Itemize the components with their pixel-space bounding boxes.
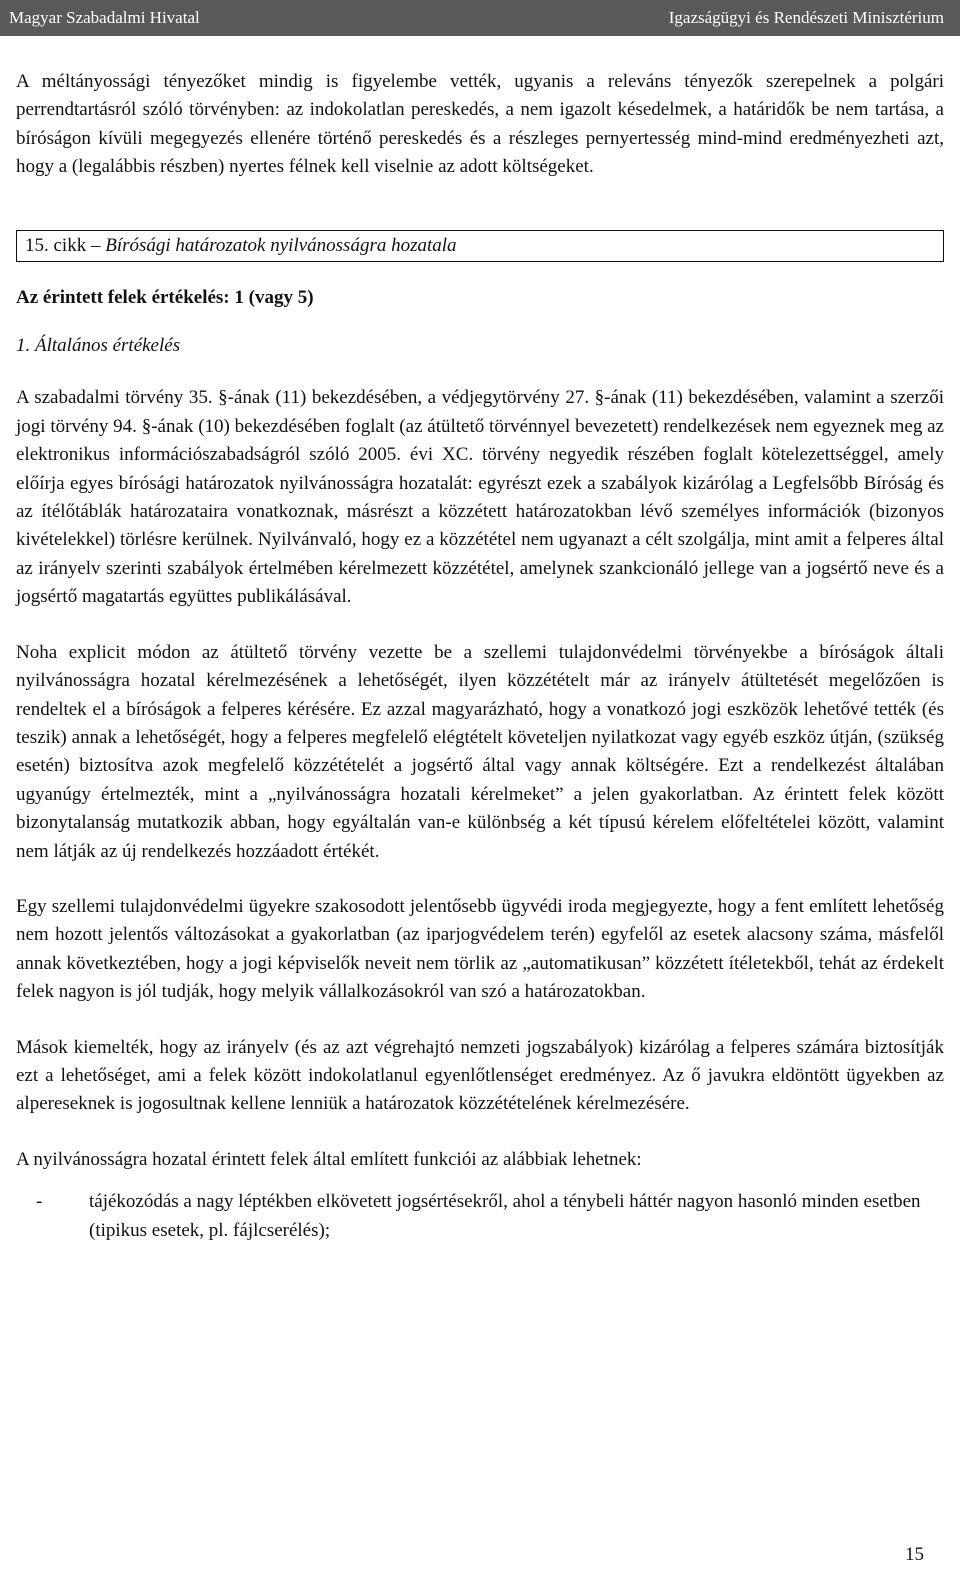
paragraph-2: Noha explicit módon az átültető törvény vezette be a szellemi tulajdonvédelmi törvényekbe a bíróságok általi nyilvánosságra hozatal kérelmezésének a lehetőségét, ilyen közzétételt már az irányelv átültetését megelőzően is rendeltek el a bíróságok a felperes kérésére. Ez azzal magyarázható, hogy a vonatkozó jogi eszközök lehetővé tették (és teszik) annak a lehetőségét, hogy a felperes megfelelő elégtételt követeljen nyilatkozat vagy egyéb eszköz útján, (szükség esetén) biztosítva azok megfelelő közzétételét a jogsértő által vagy annak költségére. Ezt a rendelkezést általában ugyanúgy értelmezték, mint a „nyilvánosságra hozatali kérelmeket” a jelen gyakorlatban. Az érintett felek között bizonytalanság mutatkozik abban, hogy egyáltalán van-e különbség a két típusú kérelem előfeltételei között, valamint nem látják az új rendelkezés hozzáadott értékét. [16, 641, 944, 862]
function-list [16, 1188, 944, 1245]
list-dash-marker: - [36, 1191, 43, 1213]
article-separator: – [86, 234, 106, 256]
article-number: 15. cikk [25, 234, 87, 256]
evaluation-line: Az érintett felek értékelés: 1 (vagy 5) [16, 286, 314, 308]
page-header [0, 0, 960, 36]
section-heading: 1. Általános értékelés [16, 335, 181, 357]
list-item-text: tájékozódás a nagy léptékben elkövetett jogsértésekről, ahol a ténybeli háttér nagyon hasonló minden esetben (tipikus esetek, pl. fájlcserélés); [89, 1191, 921, 1241]
paragraph-3: Egy szellemi tulajdonvédelmi ügyekre szakosodott jelentősebb ügyvédi iroda megjegyezte, hogy a fent említett lehetőség nem hozott jelentős változásokat a gyakorlatban (az iparjogvédelem terén) egyfelől az esetek alacsony száma, másfelől annak következtében, hogy a jogi képviselők neveit nem törlik az „automatikusan” közzétett ítéletekből, tehát az érdekelt felek nagyon is jól tudják, hogy melyik vállalkozásokról van szó a határozatokban. [16, 895, 944, 1003]
paragraph-5: A nyilvánosságra hozatal érintett felek által említett funkciói az alábbiak lehetnek: [16, 1148, 642, 1170]
article-title: Bírósági határozatok nyilvánosságra hozatala [105, 234, 457, 256]
article-heading-box [16, 230, 944, 262]
intro-paragraph: A méltányossági tényezőket mindig is figyelembe vették, ugyanis a releváns tényezők szerepelnek a polgári perrendtartásról szóló törvényben: az indokolatlan pereskedés, a nem igazolt késedelmek, a határidők be nem tartása, a bíróságon kívüli megegyezés ellenére történő pereskedés és a részleges pernyertesség mind-mind eredményezheti azt, hogy a (legalábbis részben) nyertes félnek kell viselnie az adott költségeket. [16, 71, 944, 178]
document-body [16, 68, 944, 1245]
header-left-office: Magyar Szabadalmi Hivatal [9, 8, 200, 27]
page-number: 15 [905, 1544, 924, 1565]
paragraph-4: Mások kiemelték, hogy az irányelv (és az azt végrehajtó nemzeti jogszabályok) kizárólag a felperes számára biztosítják ezt a lehetőséget, ami a felek között indokolatlanul egyenlőtlenséget eredményez. Az ő javukra eldöntött ügyekben az alpereseknek is jogosultnak kellene lenniük a határozatok közzétételének kérelmezésére. [16, 1036, 944, 1115]
list-item [16, 1188, 944, 1245]
paragraph-1: A szabadalmi törvény 35. §-ának (11) bekezdésében, a védjegytörvény 27. §-ának (11) bekezdésében, valamint a szerzői jogi törvény 94. §-ának (10) bekezdésében foglalt (az átültető törvénnyel bevezetett) rendelkezések nem egyeznek meg az elektronikus információszabadságról szóló 2005. évi XC. törvény negyedik részében foglalt kötelezettséggel, amely előírja egyes bírósági határozatok nyilvánosságra hozatalát: egyrészt ezek a szabályok kizárólag a Legfelsőbb Bíróság és az ítélőtáblák határozataira vonatkoznak, másrészt a közzétett határozatokban lévő személyes információk (bizonyos kivételekkel) törlésre kerülnek. Nyilvánvaló, hogy ez a közzététel nem ugyanazt a célt szolgálja, mint amit a felperes által az irányelv szerinti szabályok értelmében kérelmezett közzététel, amelynek szankcionáló jellege van a jogsértő neve és a jogsértő magatartás együttes publikálásával. [16, 387, 944, 608]
header-right-ministry: Igazságügyi és Rendészeti Minisztérium [668, 8, 944, 27]
